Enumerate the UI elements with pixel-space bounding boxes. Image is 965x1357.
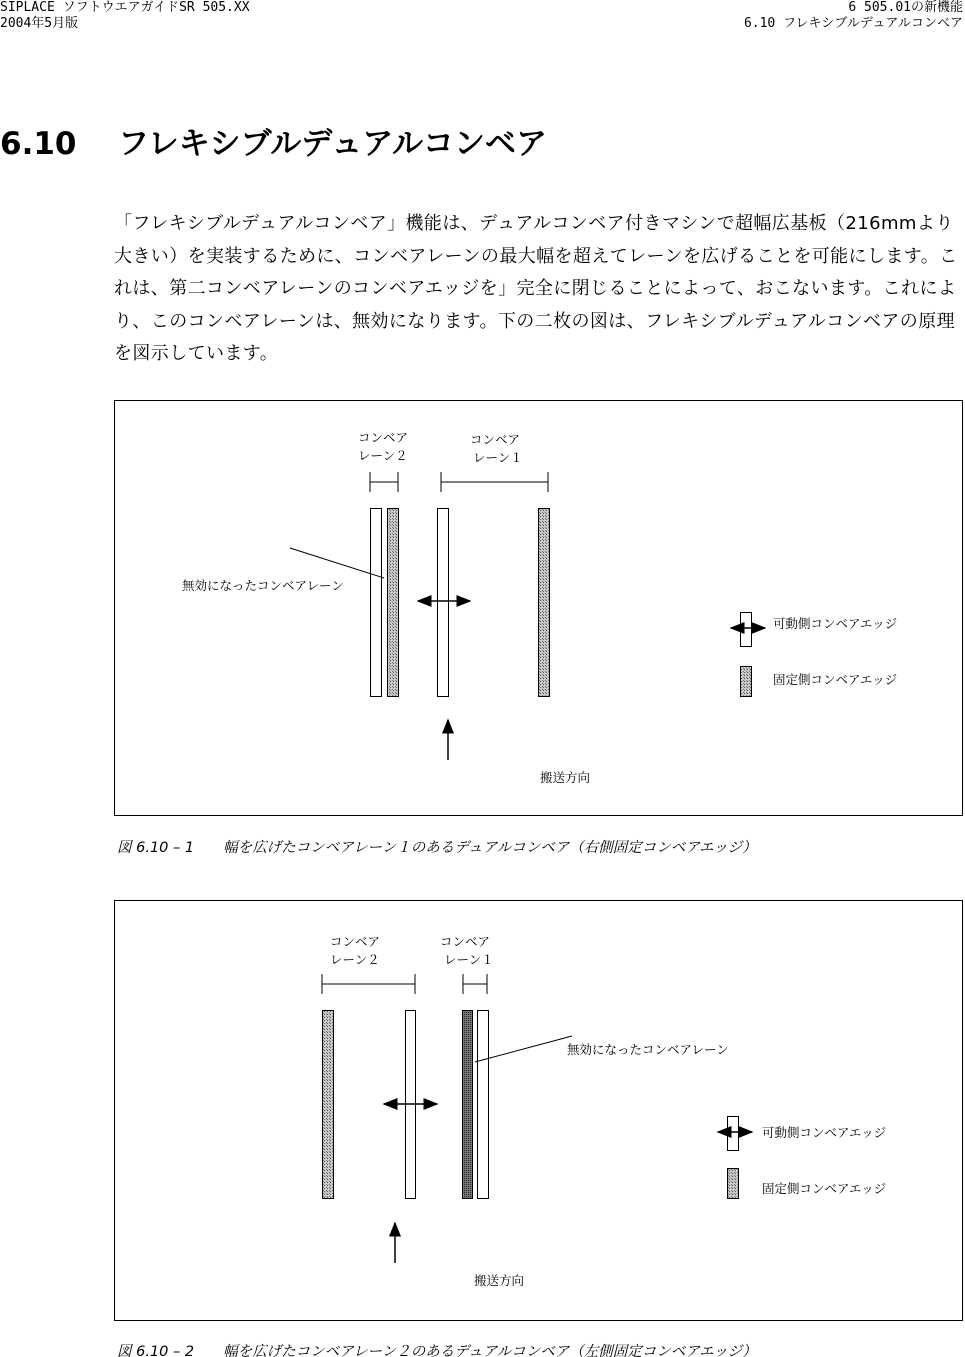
fixed-edge-lane2 (388, 509, 399, 697)
lane-width-brackets (322, 974, 487, 994)
figure-2-frame (115, 901, 963, 1321)
lane2-label-2: レーン２ (330, 952, 380, 967)
movable-edge-lane1 (478, 1011, 489, 1199)
legend-fixed-icon (728, 1169, 739, 1199)
legend-movable-label: 可動側コンベアエッジ (773, 616, 898, 631)
header-chapter: 6 505.01の新機能 (848, 0, 963, 15)
body-paragraph: 「フレキシブルデュアルコンベア」機能は、デュアルコンベア付きマシンで超幅広基板（216mmより大きい）を実装するために、コンベアレーンの最大幅を超えてレーンを広げることを可能にします。これは、第二コンベアレーンのコンベアエッジを」完全に閉じることによって、おこないます。これにより、このコンベアレーンは、無効になります。下の二枚の図は、フレキシブルデュアルコンベアの原理を図示しています。 (114, 213, 958, 364)
legend-movable-icon (741, 613, 752, 647)
direction-label: 搬送方向 (540, 770, 591, 785)
movable-edge-lane1 (438, 509, 449, 697)
lane2-label-2: レーン２ (358, 448, 408, 463)
lane1-label: コンベア (470, 432, 521, 447)
header-edition: 2004年5月版 (0, 16, 79, 31)
fixed-edge-lane2 (323, 1011, 334, 1199)
legend-fixed-label: 固定側コンベアエッジ (773, 672, 898, 687)
movable-edge-lane2 (371, 509, 382, 697)
section-number: 6.10 (0, 126, 77, 162)
disabled-lane-label: 無効になったコンベアレーン (182, 578, 344, 593)
lane1-label-2: レーン１ (473, 450, 523, 465)
disabled-lane-label: 無効になったコンベアレーン (567, 1042, 729, 1057)
lane1-label: コンベア (440, 934, 491, 949)
lane-width-brackets (370, 472, 548, 492)
lane1-label-2: レーン１ (444, 952, 494, 967)
header-guide-title: SIPLACE ソフトウエアガイドSR 505.XX (0, 0, 250, 15)
fixed-edge-lane1 (463, 1011, 473, 1199)
lane2-label: コンベア (330, 934, 381, 949)
fixed-edge-lane1 (539, 509, 550, 697)
figure-1 (115, 401, 963, 816)
header-section: 6.10 フレキシブルデュアルコンベア (743, 16, 963, 31)
direction-label: 搬送方向 (474, 1273, 525, 1288)
figure-1-caption: 図 6.10 – 1 幅を広げたコンベアレーン１のあるデュアルコンベア（右側固定コンベアエッジ） (117, 840, 757, 856)
legend-movable-label: 可動側コンベアエッジ (762, 1125, 887, 1140)
figure-2-caption: 図 6.10 – 2 幅を広げたコンベアレーン２のあるデュアルコンベア（左側固定コンベアエッジ） (117, 1344, 757, 1357)
legend-fixed-icon (741, 667, 752, 697)
section-title: フレキシブルデュアルコンベア (118, 126, 548, 162)
legend-fixed-label: 固定側コンベアエッジ (762, 1181, 887, 1196)
leader-line (475, 1036, 572, 1062)
legend-movable-icon (728, 1117, 739, 1151)
lane2-label: コンベア (358, 430, 409, 445)
figure-2 (115, 901, 963, 1321)
leader-line (290, 548, 384, 578)
